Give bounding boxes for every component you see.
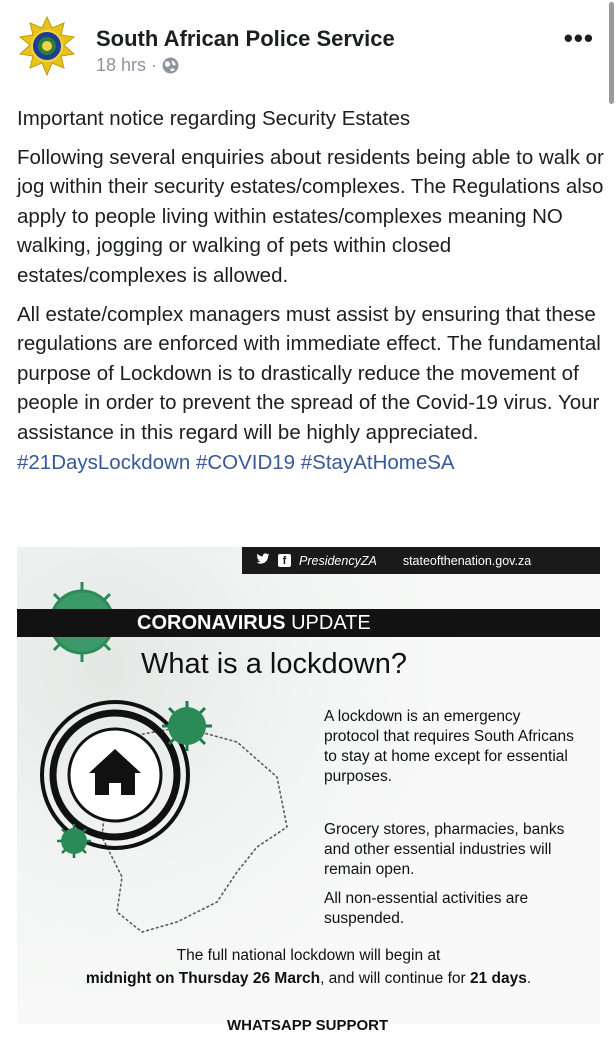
twitter-icon <box>256 553 270 568</box>
meta-separator: · <box>151 55 158 75</box>
lockdown-mid-text: , and will continue for <box>320 970 470 987</box>
hashtag-link[interactable]: #21DaysLockdown <box>17 450 191 474</box>
more-options-button[interactable]: ••• <box>563 23 594 53</box>
scrollbar[interactable] <box>609 2 614 104</box>
lockdown-start-line: The full national lockdown will begin at <box>176 947 441 964</box>
saps-star-logo-icon <box>17 16 77 76</box>
post-timestamp[interactable]: 18 hrs <box>96 55 147 75</box>
coronavirus-update-banner <box>17 609 600 637</box>
hashtags <box>17 451 455 474</box>
page-name[interactable]: South African Police Service <box>96 26 395 51</box>
essential-services: Grocery stores, pharmacies, banks and other essential industries will remain open. <box>324 821 565 878</box>
banner-bold: CORONAVIRUS <box>137 612 286 634</box>
globe-icon <box>162 57 179 74</box>
lockdown-start-date: midnight on Thursday 26 March <box>85 970 321 987</box>
non-essential-suspended: All non-essential activities are suspended. <box>324 890 529 927</box>
share-handle: PresidencyZA <box>299 553 377 568</box>
post-text <box>17 104 607 486</box>
lockdown-definition: A lockdown is an emergency protocol that requires South Africans to stay at home except for essential purposes. <box>324 708 574 785</box>
banner-rest: UPDATE <box>285 612 371 634</box>
infographic-title: What is a lockdown? <box>141 648 407 680</box>
avatar[interactable] <box>17 16 77 76</box>
post-paragraph-1: Following several enquiries about residents being able to walk or jog within their security estates/complexes. The Regulations also apply to people living within estates/complexes meaning NO walking, jogging or walking of pets within closed estates/complexes is allowed. <box>17 145 604 287</box>
whatsapp-support-heading: WHATSAPP SUPPORT <box>227 1017 389 1034</box>
image-share-bar <box>242 547 600 574</box>
share-site: stateofthenation.gov.za <box>402 553 532 568</box>
hashtag-link[interactable]: #COVID19 <box>195 450 296 474</box>
facebook-icon: f <box>278 554 291 567</box>
post-paragraph-2-text: All estate/complex managers must assist by ensuring that these regulations are enforced with immediate effect. The fundamental purpose of Lockdown is to drastically reduce the movement of people in order to prevent the spread of the Covid-19 virus. Your assistance in this regard will be highly appreciated. <box>17 302 601 444</box>
virus-icon <box>55 822 93 860</box>
lockdown-dates <box>17 970 600 988</box>
post-heading: Important notice regarding Security Estates <box>17 107 411 130</box>
post-image[interactable] <box>17 547 600 1034</box>
lockdown-duration: 21 days <box>469 970 527 987</box>
virus-icon <box>160 699 214 753</box>
lockdown-end-text: . <box>526 970 532 987</box>
post-meta <box>96 55 179 76</box>
post-paragraph-2 <box>17 300 607 478</box>
hashtag-link[interactable]: #StayAtHomeSA <box>300 450 455 474</box>
